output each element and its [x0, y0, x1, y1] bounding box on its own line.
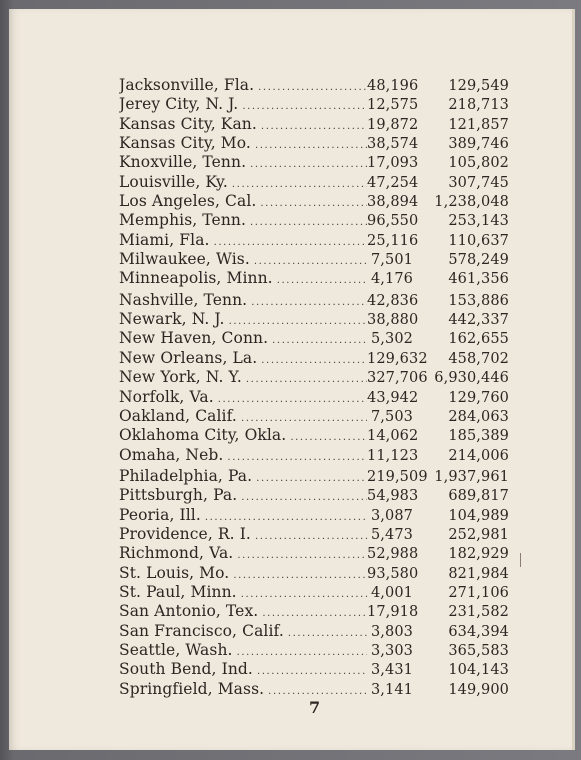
city-cell [119, 173, 367, 191]
population-column-1: 12,575 [367, 97, 419, 114]
population-column-2: 185,389 [448, 428, 509, 445]
population-column-2: 284,063 [448, 408, 509, 425]
city-cell [119, 115, 367, 133]
dot-leader [250, 159, 367, 170]
paper-mark [520, 553, 521, 567]
city-cell [119, 407, 367, 425]
city-name: Oklahoma City, Okla. [119, 426, 287, 445]
population-column-2: 105,802 [448, 155, 509, 172]
city-name: Pittsburgh, Pa. [119, 486, 238, 505]
population-column-1: 38,574 [367, 136, 419, 153]
population-column-1: 48,196 [367, 78, 419, 94]
dot-leader [261, 121, 367, 132]
population-column-2: 634,394 [448, 623, 509, 640]
city-cell [119, 153, 367, 171]
table-row [119, 291, 511, 310]
city-name: Richmond, Va. [119, 544, 234, 563]
city-cell [119, 388, 367, 406]
dot-leader [237, 647, 367, 658]
city-name: St. Louis, Mo. [119, 563, 230, 582]
city-name: Memphis, Tenn. [119, 211, 247, 230]
table-row [119, 134, 511, 153]
population-column-2: 104,989 [448, 507, 509, 524]
table-row [119, 269, 511, 288]
table-row [119, 368, 511, 387]
population-column-1: 219,509 [367, 468, 428, 485]
city-cell [119, 134, 367, 152]
population-column-2: 821,984 [448, 565, 509, 582]
dot-leader [229, 316, 367, 327]
table-row [119, 583, 511, 602]
dot-leader [257, 666, 367, 677]
table-row [119, 95, 511, 114]
population-column-2: 271,106 [448, 584, 509, 601]
city-cell [119, 192, 367, 210]
population-column-2: 231,582 [448, 604, 509, 621]
city-name: Seattle, Wash. [119, 640, 233, 659]
city-cell [119, 680, 367, 698]
city-name: Omaha, Neb. [119, 445, 224, 464]
population-column-2: 461,356 [448, 271, 509, 288]
city-cell [119, 641, 367, 659]
city-name: Miami, Fla. [119, 230, 210, 249]
population-column-2: 129,549 [448, 78, 509, 94]
population-column-2: 121,857 [448, 116, 509, 133]
table-row [119, 426, 511, 445]
population-column-1: 96,550 [367, 213, 419, 230]
population-column-2: 149,900 [448, 681, 509, 698]
population-column-1: 19,872 [367, 116, 419, 133]
population-column-1: 327,706 [367, 370, 428, 387]
table-row [119, 76, 511, 95]
dot-leader [227, 452, 367, 463]
city-name: Jerey City, N. J. [119, 95, 239, 114]
city-name: Nashville, Tenn. [119, 290, 248, 309]
city-name: Minneapolis, Minn. [119, 269, 273, 288]
city-population-table [119, 76, 511, 699]
population-column-1: 3,087 [370, 507, 413, 524]
city-name: Springfield, Mass. [119, 679, 265, 698]
population-column-1: 7,501 [370, 252, 413, 269]
dot-leader [233, 570, 367, 581]
dot-leader [277, 275, 367, 286]
city-name: Oakland, Calif. [119, 406, 237, 425]
population-column-1: 38,894 [367, 194, 419, 211]
city-name: Philadelphia, Pa. [119, 466, 253, 485]
dot-leader [214, 237, 367, 248]
population-column-1: 3,303 [370, 642, 413, 659]
population-column-2: 252,981 [448, 526, 509, 543]
dot-leader [256, 473, 367, 484]
dot-leader [272, 335, 367, 346]
city-cell [119, 506, 367, 524]
table-row [119, 192, 511, 211]
city-name: St. Paul, Minn. [119, 582, 237, 601]
table-row [119, 153, 511, 172]
population-column-1: 3,803 [370, 623, 413, 640]
dot-leader [255, 140, 367, 151]
city-cell [119, 602, 367, 620]
city-name: Milwaukee, Wis. [119, 250, 250, 269]
table-row [119, 467, 511, 486]
population-column-2: 153,886 [448, 292, 509, 309]
population-column-1: 52,988 [367, 546, 419, 563]
population-column-2: 689,817 [448, 488, 509, 505]
population-column-2: 253,143 [448, 213, 509, 230]
dot-leader [241, 413, 367, 424]
table-row [119, 622, 511, 641]
population-column-2: 442,337 [448, 312, 509, 329]
book-page [9, 9, 575, 750]
city-cell [119, 368, 367, 386]
population-column-2: 1,238,048 [434, 194, 509, 211]
city-cell [119, 622, 367, 640]
dot-leader [251, 297, 367, 308]
city-name: Newark, N. J. [119, 310, 225, 329]
city-cell [119, 486, 367, 504]
dot-leader [268, 686, 367, 697]
city-name: Kansas City, Mo. [119, 134, 251, 153]
dot-leader [237, 550, 367, 561]
city-cell [119, 231, 367, 249]
city-cell [119, 211, 367, 229]
population-column-2: 218,713 [448, 97, 509, 114]
table-row [119, 407, 511, 426]
page-number: 7 [309, 698, 321, 717]
city-name: Providence, R. I. [119, 524, 251, 543]
population-column-2: 365,583 [448, 642, 509, 659]
dot-leader [242, 101, 367, 112]
city-name: Norfolk, Va. [119, 387, 214, 406]
table-row [119, 486, 511, 505]
population-column-1: 4,001 [370, 584, 413, 601]
city-cell [119, 269, 367, 287]
table-row [119, 329, 511, 348]
table-row [119, 660, 511, 679]
city-cell [119, 446, 367, 464]
table-row [119, 506, 511, 525]
population-column-1: 129,632 [367, 350, 428, 367]
table-row [119, 388, 511, 407]
population-column-1: 25,116 [367, 232, 419, 249]
dot-leader [205, 512, 367, 523]
population-column-2: 182,929 [448, 546, 509, 563]
population-column-1: 3,431 [370, 662, 413, 679]
table-row [119, 231, 511, 250]
city-cell [119, 660, 367, 678]
dot-leader [255, 531, 367, 542]
population-column-2: 110,637 [448, 232, 509, 249]
table-row [119, 173, 511, 192]
dot-leader [254, 256, 367, 267]
population-column-1: 5,302 [370, 331, 413, 348]
dot-leader [290, 432, 367, 443]
city-name: New Haven, Conn. [119, 329, 269, 348]
table-row [119, 680, 511, 699]
population-column-1: 54,983 [367, 488, 419, 505]
population-column-1: 17,918 [367, 604, 419, 621]
table-row [119, 310, 511, 329]
city-cell [119, 349, 367, 367]
city-cell [119, 525, 367, 543]
city-name: Jacksonville, Fla. [119, 76, 255, 94]
city-cell [119, 310, 367, 328]
city-name: South Bend, Ind. [119, 660, 253, 679]
city-name: Kansas City, Kan. [119, 114, 257, 133]
city-name: San Antonio, Tex. [119, 602, 259, 621]
city-cell [119, 467, 367, 485]
population-column-1: 17,093 [367, 155, 419, 172]
table-row [119, 602, 511, 621]
population-column-1: 5,473 [370, 526, 413, 543]
dot-leader [241, 492, 367, 503]
population-column-2: 307,745 [448, 174, 509, 191]
population-column-1: 38,880 [367, 312, 419, 329]
population-column-1: 3,141 [370, 681, 413, 698]
population-column-1: 14,062 [367, 428, 419, 445]
city-cell [119, 291, 367, 309]
table-row [119, 564, 511, 583]
population-column-1: 93,580 [367, 565, 419, 582]
table-row [119, 525, 511, 544]
dot-leader [250, 217, 367, 228]
table-row [119, 115, 511, 134]
table-row [119, 641, 511, 660]
population-column-1: 47,254 [367, 174, 419, 191]
dot-leader [218, 394, 367, 405]
city-cell [119, 250, 367, 268]
city-cell [119, 76, 367, 94]
population-column-1: 42,836 [367, 292, 419, 309]
table-row [119, 446, 511, 465]
population-column-2: 389,746 [448, 136, 509, 153]
population-column-2: 104,143 [448, 662, 509, 679]
dot-leader [246, 374, 367, 385]
table-row [119, 349, 511, 368]
population-column-1: 4,176 [370, 271, 413, 288]
dot-leader [241, 589, 367, 600]
city-name: Knoxville, Tenn. [119, 153, 247, 172]
population-column-2: 1,937,961 [434, 468, 509, 485]
population-column-2: 6,930,446 [434, 370, 509, 387]
city-cell [119, 329, 367, 347]
dot-leader [262, 608, 367, 619]
dot-leader [260, 198, 367, 209]
city-cell [119, 564, 367, 582]
dot-leader [261, 355, 367, 366]
city-cell [119, 583, 367, 601]
population-column-1: 11,123 [367, 447, 419, 464]
city-name: New Orleans, La. [119, 348, 258, 367]
population-column-2: 214,006 [448, 447, 509, 464]
population-column-1: 43,942 [367, 389, 419, 406]
table-row [119, 250, 511, 269]
city-cell [119, 544, 367, 562]
population-column-1: 7,503 [370, 408, 413, 425]
city-name: Los Angeles, Cal. [119, 192, 257, 211]
population-column-2: 578,249 [448, 252, 509, 269]
population-column-2: 458,702 [448, 350, 509, 367]
table-row [119, 211, 511, 230]
city-cell [119, 426, 367, 444]
dot-leader [258, 82, 367, 93]
table-row [119, 544, 511, 563]
city-name: San Francisco, Calif. [119, 621, 284, 640]
dot-leader [288, 628, 367, 639]
city-name: Peoria, Ill. [119, 505, 201, 524]
population-column-2: 162,655 [448, 331, 509, 348]
city-cell [119, 95, 367, 113]
dot-leader [232, 179, 367, 190]
city-name: New York, N. Y. [119, 368, 242, 387]
city-name: Louisville, Ky. [119, 172, 228, 191]
population-column-2: 129,760 [448, 389, 509, 406]
